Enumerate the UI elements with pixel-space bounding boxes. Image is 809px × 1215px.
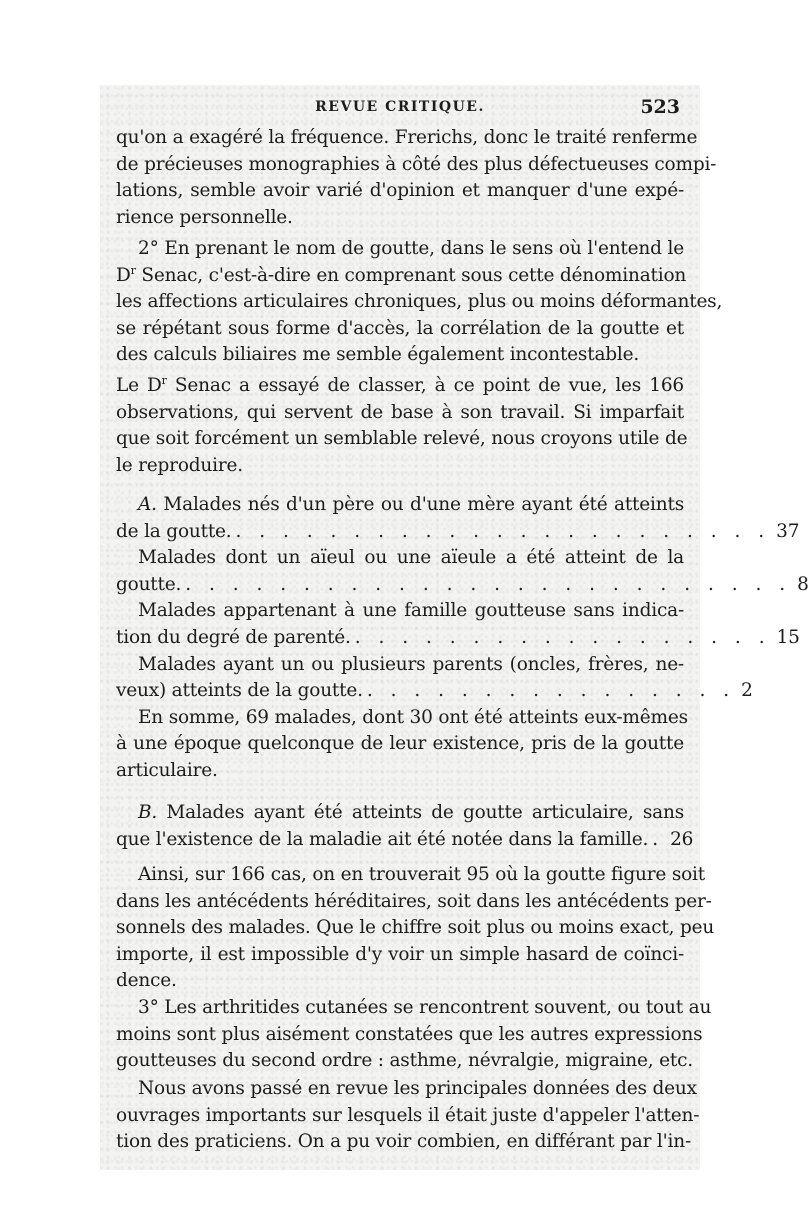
superscript: r [130, 263, 136, 277]
dot-leader: . . . . . . . . . . . . . . . . . . . . . . . [235, 520, 771, 542]
text-fragment: goutte. [116, 573, 182, 595]
list-item-value-line [116, 572, 809, 599]
text-line: rience personnelle. [116, 206, 293, 228]
text-line: que soit forcément un semblable relevé, nous croyons utile de [116, 428, 688, 450]
text-fragment: de la goutte. [116, 520, 232, 542]
text-fragment: Senac a essayé de classer, à ce point de vue, les 166 [166, 375, 684, 396]
paragraph-frerichs [116, 125, 717, 231]
text-fragment: D [116, 264, 131, 286]
text-line: Ainsi, sur 166 cas, on en trouverait 95 où la goutte figure soit [138, 864, 705, 885]
page-number: 523 [640, 96, 680, 118]
list-item-value-line [116, 519, 800, 546]
text-line: Malades dont un aïeul ou une aïeule a été atteint de la [138, 547, 684, 569]
count-value: 15 [776, 626, 800, 648]
text-line: tion des praticiens. On a pu voir combien, en différant par l'in- [116, 1131, 692, 1153]
count-value: 26 [670, 828, 694, 850]
text-line: dans les antécédents héréditaires, soit dans les antécédents per- [116, 890, 712, 912]
paragraph-conclusion [116, 1076, 700, 1156]
text-line: observations, qui servent de base à son travail. Si imparfait [116, 401, 684, 423]
text-fragment: veux) atteints de la goutte. [116, 680, 363, 702]
count-value: 37 [776, 520, 800, 542]
text-line [116, 263, 687, 290]
text-fragment: Senac, c'est-à-dire en comprenant sous cette dénomination [135, 264, 687, 286]
text-fragment: Malades ayant été atteints de goutte articulaire, sans [157, 802, 684, 823]
dot-leader: . [652, 828, 665, 850]
count-value: 8 [797, 573, 809, 595]
list-a [116, 492, 809, 785]
text-line: moins sont plus aisément constatées que les autres expressions [116, 1023, 703, 1045]
list-item-value-line [116, 827, 694, 854]
list-item-value-line [116, 625, 800, 652]
list-b [116, 800, 694, 853]
running-title: REVUE CRITIQUE. [315, 99, 485, 115]
text-line: qu'on a exagéré la fréquence. Frerichs, donc le traité renferme [116, 127, 698, 148]
text-line [116, 492, 684, 519]
paragraph-classification [116, 373, 688, 479]
text-line: des calculs biliaires me semble également incontestable. [116, 344, 640, 366]
text-line: Malades ayant un ou plusieurs parents (oncles, frères, ne- [138, 653, 684, 675]
list-marker: A. [138, 494, 157, 515]
text-fragment: tion du degré de parenté. [116, 626, 351, 648]
text-line [116, 373, 684, 400]
list-item-value-line [116, 678, 753, 705]
count-value: 2 [741, 680, 753, 702]
paragraph-arthritides [116, 995, 712, 1075]
text-fragment: que l'existence de la maladie ait été notée dans la famille. [116, 828, 649, 850]
text-line: ouvrages importants sur lesquels il était juste d'appeler l'atten- [116, 1104, 700, 1126]
text-line: importe, il est impossible d'y voir un simple hasard de coïnci- [116, 943, 684, 965]
text-line: dence. [116, 970, 177, 992]
text-line [116, 800, 684, 827]
text-line: En somme, 69 malades, dont 30 ont été atteints eux-mêmes [138, 706, 688, 728]
page-header [116, 96, 684, 120]
text-line: 3° Les arthritides cutanées se rencontrent souvent, ou tout au [138, 997, 712, 1018]
text-line: articulaire. [116, 759, 218, 781]
text-line: sonnels des malades. Que le chiffre soit plus ou moins exact, peu [116, 917, 715, 939]
text-line: de précieuses monographies à côté des plus défectueuses compi- [116, 153, 717, 175]
text-line: lations, semble avoir varié d'opinion et manquer d'une expé- [116, 180, 684, 202]
dot-leader: . . . . . . . . . . . . . . . . [366, 680, 736, 702]
text-line: Nous avons passé en revue les principales données des deux [138, 1078, 697, 1099]
text-line: 2° En prenant le nom de goutte, dans le sens où l'entend le [138, 238, 684, 259]
text-line: les affections articulaires chroniques, plus ou moins déformantes, [116, 291, 723, 313]
text-line: le reproduire. [116, 454, 243, 476]
list-marker: B. [138, 802, 158, 823]
text-fragment: Le D [116, 375, 162, 396]
superscript: r [161, 373, 167, 387]
text-line: Malades appartenant à une famille goutteuse sans indica- [138, 600, 684, 622]
text-fragment: Malades nés d'un père ou d'une mère ayant été atteints [156, 494, 684, 515]
text-line: se répétant sous forme d'accès, la corrélation de la goutte et [116, 317, 684, 339]
text-line: goutteuses du second ordre : asthme, névralgie, migraine, etc. [116, 1050, 693, 1072]
dot-leader: . . . . . . . . . . . . . . . . . . [354, 626, 771, 648]
dot-leader: . . . . . . . . . . . . . . . . . . . . . . . . . . [185, 573, 792, 595]
paragraph-senac-goutte [116, 236, 723, 369]
text-line: à une époque quelconque de leur existence, pris de la goutte [116, 733, 684, 755]
paragraph-ainsi [116, 862, 715, 995]
